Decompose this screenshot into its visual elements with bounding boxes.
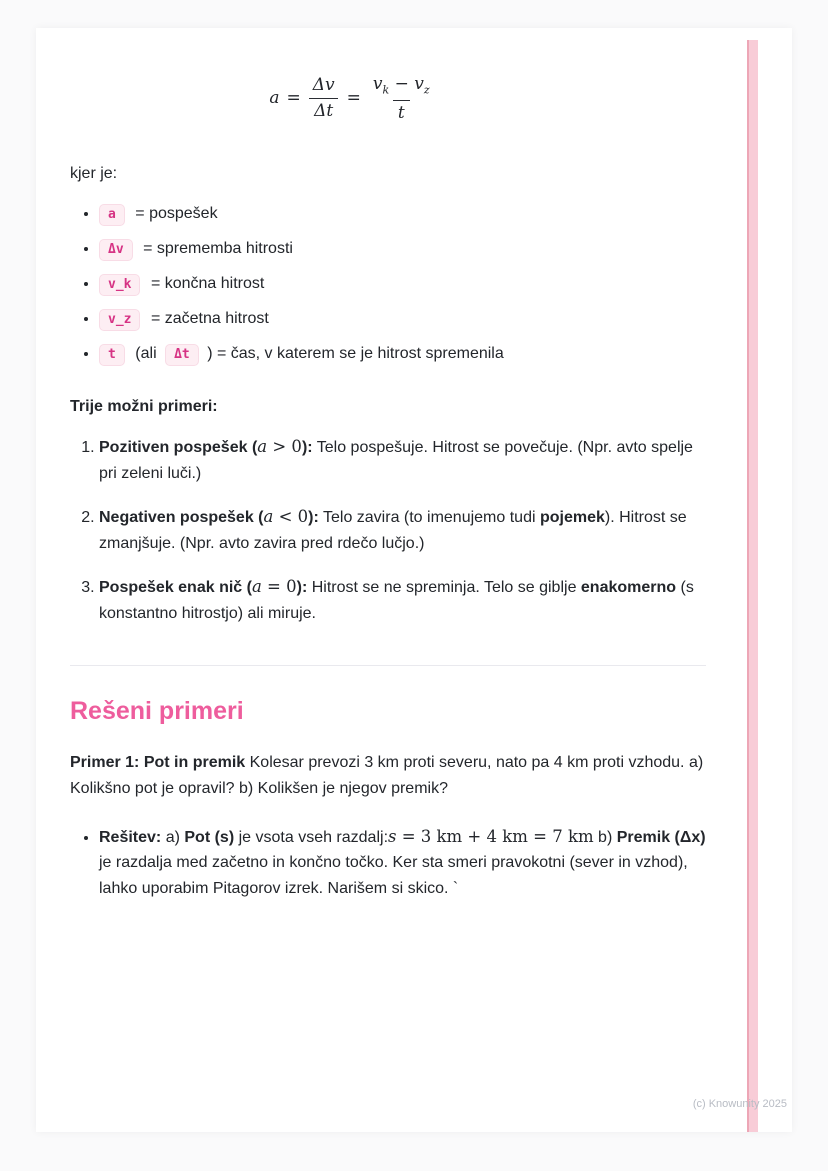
case-text: ). Hitrost se zmanjšuje. (Npr. avto zavira pred rdečo lučjo.) — [99, 509, 687, 553]
list-item — [99, 574, 706, 627]
fraction-vk-vz-t — [368, 74, 435, 123]
list-item — [99, 434, 706, 487]
cases-heading: Trije možni primeri: — [70, 398, 218, 416]
cases-list — [70, 434, 706, 626]
section-title: Rešeni primeri — [70, 696, 244, 725]
case-bold-word: enakomerno — [580, 578, 677, 596]
code-badge: Δv — [99, 239, 133, 261]
case-bold-label: Negativen pospešek ( — [99, 509, 264, 527]
solution-list — [70, 824, 706, 903]
code-badge: v_k — [99, 274, 140, 296]
list-item — [99, 341, 706, 367]
formula-var-v: v — [414, 74, 424, 94]
list-item — [99, 236, 706, 262]
example-paragraph — [70, 750, 706, 802]
definition-text: = začetna hitrost — [150, 309, 269, 327]
case-bold-label: ): — [308, 509, 319, 527]
denominator: t — [393, 100, 410, 123]
solution-bold-label: Premik (Δx) — [616, 828, 706, 846]
definition-text: = končna hitrost — [150, 274, 265, 292]
case-text: (s konstantno hitrostjo) ali miruje. — [99, 578, 694, 622]
list-item — [99, 306, 706, 332]
math-relation: < 0 — [273, 507, 309, 527]
subscript-k: k — [382, 83, 390, 97]
case-text: Telo pospešuje. Hitrost se povečuje. (Npr. avto spelje pri zeleni luči.) — [99, 439, 693, 483]
code-badge: v_z — [99, 309, 140, 331]
solution-text: je razdalja med začetno in končno točko. Ker sta smeri pravokotni (sever in vzhod), lahko uporabim Pitagorov izrek. Narišem si skico. ` — [99, 854, 688, 898]
case-bold-label: ): — [301, 439, 313, 457]
math-var: a — [251, 576, 262, 596]
equals-sign: = — [346, 88, 361, 109]
case-bold-label: ): — [296, 578, 308, 596]
equals-sign: = — [286, 88, 301, 109]
code-badge: a — [99, 204, 125, 226]
definition-text: = pospešek — [135, 204, 218, 222]
minus-sign: − — [394, 74, 409, 94]
example-text: Kolesar prevozi 3 km proti severu, nato pa 4 km proti vzhodu. a) Kolikšno pot je opravil? b) Kolikšen je njegov premik? — [70, 753, 704, 797]
numerator: Δv — [312, 75, 335, 96]
case-text: Telo zavira (to imenujemo tudi — [318, 509, 540, 527]
page-edge-stripe — [747, 40, 758, 1132]
denominator: Δt — [309, 98, 338, 121]
math-relation: > 0 — [267, 437, 302, 457]
acceleration-formula — [70, 74, 706, 123]
copyright-text: (c) Knowunity 2025 — [692, 1098, 787, 1111]
list-item — [99, 504, 706, 557]
case-bold-label: Pozitiven pospešek ( — [99, 439, 258, 457]
math-expression: = 3 km + 4 km = 7 km — [396, 826, 594, 846]
numerator — [368, 74, 435, 100]
case-bold-label: Pospešek enak nič ( — [99, 578, 252, 596]
subscript-z: z — [423, 83, 430, 97]
list-item — [99, 271, 706, 297]
solution-text: a) — [161, 828, 185, 846]
list-item — [99, 201, 706, 227]
definition-list — [70, 201, 706, 367]
math-var: a — [263, 507, 274, 527]
definition-text: = sprememba hitrosti — [143, 239, 293, 257]
solution-text: b) — [593, 828, 617, 846]
math-relation: = 0 — [261, 576, 297, 596]
formula-var-a: a — [269, 88, 280, 109]
math-var: s — [388, 826, 397, 846]
case-bold-word: pojemek — [539, 509, 605, 527]
intro-text: kjer je: — [70, 164, 118, 182]
solution-text: je vsota vseh razdalj: — [234, 828, 389, 846]
math-var: a — [257, 437, 268, 457]
definition-text: ) = čas, v katerem se je hitrost spremenila — [207, 344, 504, 362]
case-text: Hitrost se ne spreminja. Telo se giblje — [307, 578, 581, 596]
definition-text: (ali — [135, 344, 157, 362]
code-badge: t — [99, 344, 125, 366]
code-badge: Δt — [165, 344, 199, 366]
formula-var-v: v — [372, 74, 383, 94]
example-title: Primer 1: Pot in premik — [70, 753, 246, 771]
solution-bold-label: Pot (s) — [184, 828, 235, 846]
list-item — [99, 824, 706, 903]
divider — [70, 665, 706, 666]
solution-bold-label: Rešitev: — [99, 828, 162, 846]
note-page — [36, 28, 792, 1132]
fraction-dv-dt — [308, 75, 340, 122]
